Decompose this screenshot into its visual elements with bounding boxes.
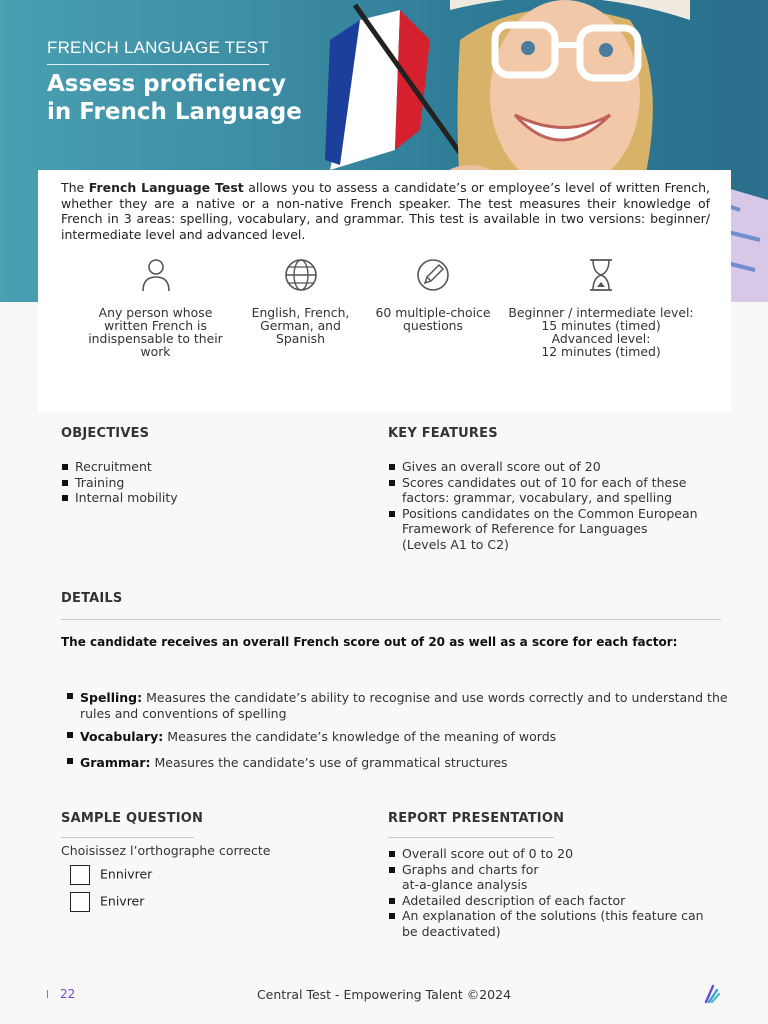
list-item-line: (Levels A1 to C2)	[402, 536, 509, 552]
globe-icon	[284, 258, 318, 292]
list-item-line: Overall score out of 0 to 20	[402, 846, 574, 861]
feature-duration-line: 15 minutes (timed)	[541, 318, 661, 333]
list-item-line: Framework of Reference for Languages	[402, 521, 648, 536]
pencil-circle-icon	[416, 258, 450, 292]
feature-duration-line: Advanced level:	[551, 331, 651, 346]
details-lead: The candidate receives an overall French score out of 20 as well as a score for each factor:	[61, 635, 678, 649]
hero-title-line-1: Assess proficiency	[47, 71, 286, 97]
details-term: Grammar:	[80, 755, 151, 770]
list-item: Training	[61, 475, 351, 491]
checkbox[interactable]	[70, 892, 90, 912]
feature-audience-line: written French is	[104, 318, 207, 333]
list-item-line: Graphs and charts for	[402, 861, 539, 877]
key-features-title: KEY FEATURES	[388, 426, 498, 441]
footer-text: Central Test - Empowering Talent ©2024	[256, 987, 512, 1002]
sample-option-1[interactable]	[70, 865, 152, 885]
hourglass-icon	[587, 258, 615, 292]
details-term: Spelling:	[80, 690, 143, 705]
feature-languages	[238, 258, 363, 345]
hero-title	[47, 70, 327, 126]
details-title: DETAILS	[61, 591, 123, 606]
option-label: Ennivrer	[100, 866, 153, 882]
objectives-title: OBJECTIVES	[61, 426, 150, 441]
objectives-list	[61, 459, 351, 506]
person-icon	[141, 258, 171, 292]
hero-title-line-2: in French Language	[47, 99, 302, 125]
feature-languages-line: Spanish	[276, 331, 325, 346]
intro-paragraph	[61, 180, 710, 242]
sample-question-text: Choisissez l’orthographe correcte	[61, 843, 271, 858]
details-item-grammar	[66, 755, 732, 771]
hero-kicker: FRENCH LANGUAGE TEST	[47, 38, 269, 65]
feature-audience-line: work	[140, 344, 171, 359]
list-item	[388, 893, 718, 909]
intro-rest: allows you to assess a candidate’s or employee’s level of written French, whether they are a native or a non-native French speaker. The test measures their knowledge of French in 3 areas: spelling, vocabulary, and grammar. This test is available in two versions: beginner/ intermediate level and advanced level.	[61, 180, 710, 242]
details-text: Measures the candidate’s knowledge of the meaning of words	[163, 729, 557, 744]
list-item: Recruitment	[61, 459, 351, 475]
feature-questions-line: questions	[403, 318, 463, 333]
feature-languages-line: English, French,	[251, 305, 350, 320]
list-item-line: factors: grammar, vocabulary, and spelling	[402, 490, 673, 505]
feature-audience	[83, 258, 228, 358]
list-item	[388, 862, 718, 893]
details-item-spelling	[66, 690, 732, 722]
list-item	[388, 475, 728, 506]
details-divider	[61, 619, 721, 620]
details-item-vocabulary	[66, 729, 732, 745]
sample-question-divider	[61, 837, 194, 838]
feature-duration-line: Beginner / intermediate level:	[508, 305, 694, 320]
details-term: Vocabulary:	[80, 729, 164, 744]
list-item-line: be deactivated)	[402, 923, 501, 939]
option-label: Enivrer	[100, 893, 145, 909]
list-item-line: Positions candidates on the Common European	[402, 505, 698, 521]
list-item: Internal mobility	[61, 490, 351, 506]
list-item-line: Gives an overall score out of 20	[402, 459, 601, 474]
list-item	[388, 459, 728, 475]
intro-prefix: The	[61, 180, 89, 195]
sample-option-2[interactable]	[70, 892, 144, 912]
feature-audience-line: Any person whose	[98, 305, 213, 320]
feature-duration-line: 12 minutes (timed)	[541, 344, 661, 359]
intro-card	[38, 170, 731, 412]
feature-questions-line: 60 multiple-choice	[375, 305, 491, 320]
central-test-logo-icon	[703, 984, 721, 1004]
report-divider	[388, 837, 554, 838]
report-list	[388, 846, 718, 939]
intro-bold: French Language Test	[88, 180, 244, 195]
checkbox[interactable]	[70, 865, 90, 885]
list-item	[388, 908, 718, 939]
feature-duration	[506, 258, 696, 358]
page-number: 22	[60, 987, 76, 1001]
key-features-list	[388, 459, 728, 552]
details-text: Measures the candidate’s use of grammatical structures	[150, 755, 508, 770]
list-item-line: at-a-glance analysis	[402, 877, 528, 892]
sample-question-title: SAMPLE QUESTION	[61, 811, 204, 826]
feature-questions	[368, 258, 498, 332]
feature-audience-line: indispensable to their	[88, 331, 223, 346]
report-title: REPORT PRESENTATION	[388, 811, 565, 826]
list-item	[388, 506, 728, 553]
list-item-line: An explanation of the solutions (this feature can	[402, 908, 704, 923]
list-item-line: Scores candidates out of 10 for each of these	[402, 474, 687, 490]
details-text: Measures the candidate’s ability to recognise and use words correctly and to understand the rules and conventions of spelling	[80, 690, 728, 721]
list-item-line: Adetailed description of each factor	[402, 892, 626, 908]
list-item	[388, 846, 718, 862]
feature-languages-line: German, and	[260, 318, 341, 333]
